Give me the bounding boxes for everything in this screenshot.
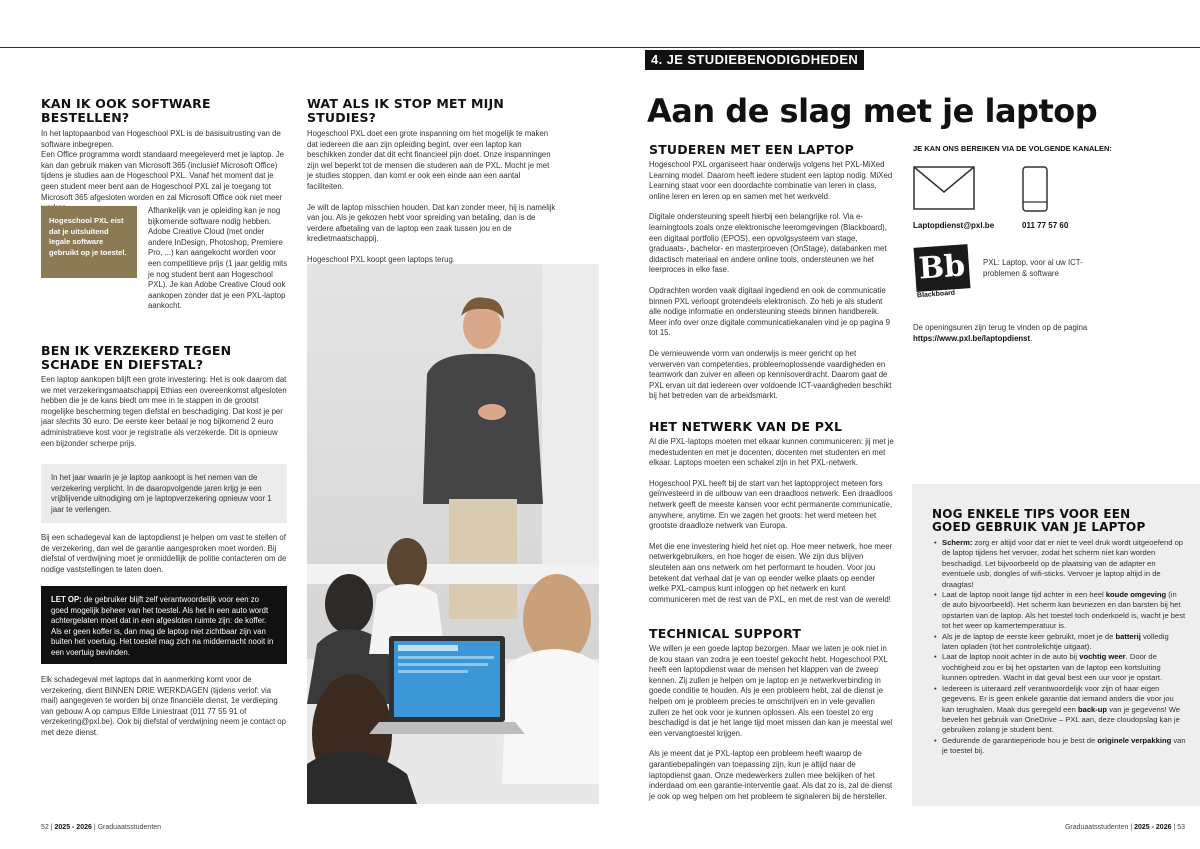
insurance-p1: Een laptop aankopen blijft een grote investering. Het is ook daarom dat we met verzekeringsmaatschappij Ethias een overeenkomst afgesloten hebben die je de kans biedt om mee in te stappen in de grootst mogelijke bescherming tegen diefstal en beschadiging. Dat kost je per jaar slechts 30 euro. De eerste keer betaal je nog bijkomend 2 euro administratieve kost voor je registratie als verzekerde. Dit is opnieuw een bijzonder scherpe prijs. xyxy=(41,375,287,448)
tip-emphasis: batterij xyxy=(1115,631,1141,641)
studying-p2: Digitale ondersteuning speelt hierbij een belangrijke rol. Via e-learningtools zoals onze elektronische leeromgevingen (Blackboard), een digitaal portfolio (EPOS), een opvolgsysteem van stage, graduaats-, bachelor- en masterproeven (OnStage), databanken met didactisch materiaal en andere online tools, ondersteunen we het leerproces in elke fase. xyxy=(649,212,887,275)
tip-text: volledig laten opladen (tot het controlelichtje uitgaat). xyxy=(942,631,1169,652)
tip-text: van je gegevens! We bevelen het gebruik van OneDrive – PXL aan, deze cloudopslag kan je gebruiken zolang je student bent. xyxy=(942,704,1180,735)
tip-text: (in de auto bijvoorbeeld). Het scherm kan bevriezen en dan barsten bij het opstarten van de laptop. Als het toestel toch onderkoeld is, wacht je best tot het weer op kamertemperatuur is. xyxy=(942,590,1186,631)
tip-emphasis: back-up xyxy=(1077,704,1108,714)
stop-p2: Je wilt de laptop misschien houden. Dat kan zonder meer, hij is namelijk van jou. Als je gekozen hebt voor spreiding van betaling, dan is de verdere afbetaling van de laptop een zaak tussen jou en de kredietmaatschappij. xyxy=(307,202,556,244)
tips-heading: NOG ENKELE TIPS VOOR EEN GOED GEBRUIK VAN JE LAPTOP xyxy=(932,507,1146,534)
url-suffix: . xyxy=(1030,333,1033,343)
network-p3: Met die ene investering hield het niet op. Hoe meer netwerk, hoe meer netwerkgebruikers, en hoe hoger de eisen. We zijn dus blijven sleutelen aan ons netwerk om het performant te houden. Voor jou betekent dat verhaal dat je van op eender welke plaats op eender welke PXL-campus kunt inloggen op het netwerk en kunt communiceren met de rest van de PXL, en met de rest van de wereld! xyxy=(649,541,893,604)
tip-item xyxy=(934,684,1186,736)
support-p2: Als je meent dat je PXL-laptop een probleem heeft waarop de garantiebepalingen van toepassing zijn, kun je altijd naar de laptopdienst gaan. Onze medewerkers zullen mee bekijken of het inderdaad om een garantie-interventie gaat. Als dat zo is, zal de dienst je ook op weg helpen om het probleem te signaleren bij de hersteller. xyxy=(649,749,893,801)
stop-p1: Hogeschool PXL doet een grote inspanning om het mogelijk te maken dat iedereen die aan zijn opleiding begint, over een laptop kan beschikken zonder dat dit echt financieel pijn doet. Onze inspanningen zijn wel beperkt tot de mensen die studeren aan de PXL. Mocht je met je studies stoppen, dan komt er ook een einde aan een aantal faciliteiten. xyxy=(307,129,551,191)
opening-hours-text: De openingsuren zijn terug te vinden op de pagina xyxy=(913,323,1088,332)
mail-icon xyxy=(913,166,975,210)
blackboard-logo-mark: Bb xyxy=(914,244,971,292)
tip-emphasis: Scherm: xyxy=(942,538,973,547)
blackboard-desc: PXL: Laptop, voor al uw ICT-problemen & software xyxy=(983,258,1083,278)
page-title: Aan de slag met je laptop xyxy=(647,92,1098,130)
stop-studies-section xyxy=(307,97,557,276)
tip-text: . Door de vochtigheid zou er bij het opstarten van de laptop een kortsluiting kunnen optreden. Wacht in dat geval best een uur voor je opstart. xyxy=(942,652,1163,683)
stop-p3: Hogeschool PXL koopt geen laptops terug. xyxy=(307,254,455,264)
legal-software-callout: Hogeschool PXL eist dat je uitsluitend legale software gebruikt op je toestel. xyxy=(41,206,137,278)
footer-right: Graduaatsstudenten | 2025 - 2026 | 53 xyxy=(1064,824,1185,831)
warning-label: LET OP: xyxy=(51,595,82,604)
tip-text: Laat de laptop nooit lange tijd achter in een heel xyxy=(942,590,1106,600)
contact-phone[interactable]: 011 77 57 60 xyxy=(1022,221,1069,230)
section-tag: 4. JE STUDIEBENODIGDHEDEN xyxy=(645,50,864,70)
studying-p4: De vernieuwende vorm van onderwijs is meer gericht op het verwerven van competenties, probleemoplossende vaardigheden en teamwork dan zuiver en alleen op kennisoverdracht. Daarom gaat de PXL ervan uit dat iedereen over voldoende ICT-vaardigheden beschikt bij het betreden van de arbeidsmarkt. xyxy=(649,348,892,401)
tip-emphasis: originele verpakking xyxy=(1097,735,1172,745)
software-p3: Afhankelijk van je opleiding kan je nog bijkomende software nodig hebben. Adobe Creative Cloud (met onder andere InDesign, Photoshop, Premiere Pro, ...) kan aangekocht worden voor een competitieve prijs (1 jaar geldig mits je nog student bent aan Hogeschool PXL). Je kan Adobe Creative Cloud ook aankopen zonder dat je een PXL-laptop aankocht. xyxy=(148,206,288,311)
tip-text: Als je de laptop de eerste keer gebruikt, moet je de xyxy=(942,631,1116,641)
classroom-photo xyxy=(307,264,599,804)
tips-list xyxy=(934,538,1186,757)
tip-emphasis: vochtig weer xyxy=(1079,652,1126,662)
footer-right-year: 2025 - 2026 xyxy=(1134,824,1172,831)
support-p1: We willen je een goede laptop bezorgen. Maar we laten je ook niet in de kou staan van zodra je een toestel gekocht hebt. Hogeschool PXL heeft een laptopdienst waar de mensen het klappen van de zweep kennen. Zij zullen je helpen om je laptop en je netwerkverbinding in goede conditie te houden. Als je een probleem hebt, zal de dienst je helpen om je probleem precies te omschrijven en in vele gevallen zullen ze het ook voor je kunnen oplossen. Als een toestel zo erg beschadigd is dat je het lange tijd moet missen dan kan je meestal wel een vervangtoestel krijgen. xyxy=(649,644,893,738)
tip-text: zorg er altijd voor dat er niet te veel druk wordt uitgeoefend op de laptop tijdens het vervoer, zodat het scherm niet kan worden beschadigd. Let bijvoorbeeld op de plaatsing van de adapter en eventuele usb, dongles of wifi-sticks. Vervoer je laptop altijd in de draagtas! xyxy=(942,538,1184,589)
tips-box xyxy=(912,484,1200,806)
software-heading: KAN IK OOK SOFTWARE BESTELLEN? xyxy=(41,96,211,125)
insurance-mandatory-note: In het jaar waarin je je laptop aankoopt is het nemen van de verzekering verplicht. In de daaropvolgende jaren krijg je een vrijblijvende uitnodiging om je laptopverzekering opnieuw voor 1 jaar te verlengen. xyxy=(41,464,287,523)
insurance-heading: BEN IK VERZEKERD TEGEN SCHADE EN DIEFSTAL? xyxy=(41,343,232,372)
studying-heading: STUDEREN MET EEN LAPTOP xyxy=(649,142,855,157)
footer-left: 52 | 2025 - 2026 | Graduaatsstudenten xyxy=(41,824,162,831)
software-section xyxy=(41,97,289,214)
software-p1: In het laptopaanbod van Hogeschool PXL is de basisuitrusting van de software inbegrepen. xyxy=(41,129,281,149)
tip-item xyxy=(934,652,1186,683)
tip-item xyxy=(934,736,1186,757)
insurance-section xyxy=(41,344,289,449)
warning-text: de gebruiker blijft zelf verantwoordelijk voor een zo goed mogelijk beheer van het toestel. Als het in een auto wordt achtergelaten moet dat in een afgesloten ruimte zijn: de koffer. Als er geen koffer is, dan mag de laptop niet zichtbaar zijn van buiten het voertuig. Het toestel mag zich na middernacht nooit in een voertuig bevinden. xyxy=(51,595,274,657)
network-heading: HET NETWERK VAN DE PXL xyxy=(649,419,843,434)
studying-p1: Hogeschool PXL organiseert haar onderwijs volgens het PXL-MiXed Learning model. Daarom heeft iedere student een laptop nodig. MiXed Learning staat voor een doordachte combinatie van leren in class, online leren en leren op en samen met het werkveld. xyxy=(649,160,893,201)
insurance-p2: Bij een schadegeval kan de laptopdienst je helpen om vast te stellen of de verzekering, dan wel de garantie aangesproken moet worden. Bij diefstal of verdwijning moet je onmiddellijk de politie contacteren om de nodige vaststellingen te laten doen. xyxy=(41,533,287,574)
tip-item xyxy=(934,590,1186,632)
tip-text: Iedereen is uiteraard zelf verantwoordelijk voor zijn of haar eigen gegevens. Er is geen enkele garantie dat iemand anders die voor jou kan terughalen. Maak dus geregeld een xyxy=(942,683,1174,714)
footer-left-year: 2025 - 2026 xyxy=(54,824,92,831)
laptopdienst-link[interactable]: https://www.pxl.be/laptopdienst xyxy=(913,333,1031,343)
studying-section xyxy=(649,143,894,412)
stop-heading: WAT ALS IK STOP MET MIJN STUDIES? xyxy=(307,96,505,125)
support-heading: TECHNICAL SUPPORT xyxy=(649,626,802,641)
blackboard-logo-name: Blackboard xyxy=(916,289,956,300)
footer-right-name: Graduaatsstudenten xyxy=(1064,824,1129,831)
footer-left-page: 52 xyxy=(41,824,49,831)
network-section xyxy=(649,420,894,615)
insurance-p3: Elk schadegeval met laptops dat in aanmerking komt voor de verzekering, dient BINNEN DRIE WERKDAGEN (tijdens verlof: via mail) aangegeven te worden bij onze financiële dienst, 1e verdieping van gebouw A op campus Elfde Liniestraat (011 77 55 91 of verzekering@pxl.be). Ook bij diefstal of verdwijning neem je contact op met deze dienst. xyxy=(41,675,286,737)
software-p2: Een Office programma wordt standaard meegeleverd met je laptop. Je kan dan gebruik maken van Microsoft 365 (inclusief Microsoft Office) tijdens je studies aan de Hogeschool PXL. Vanaf het moment dat je geen student meer bent aan de Hogeschool PXL zal je toegang tot Microsoft 365 afgesloten worden en zal Microsoft Office ook niet meer xyxy=(41,150,284,202)
network-p1: Al die PXL-laptops moeten met elkaar kunnen communiceren: jij met je medestudenten en met je docenten, docenten met studenten en met elkaar. Laptops moeten een schakel zijn in het PXL-netwerk. xyxy=(649,437,894,468)
tip-text: Laat de laptop nooit achter in de auto bij xyxy=(942,652,1080,662)
tip-text: van je toestel bij. xyxy=(942,735,1186,756)
phone-icon xyxy=(1022,166,1048,212)
network-p2: Hogeschool PXL heeft bij de start van het laptopproject meteen fors geïnvesteerd in de uitbouw van een draadloos netwerk. Een draadloos netwerk geeft de meeste kansen voor echt permanente communicatie, anywhere, anytime. En we zagen het groots: het werd meteen het grootste draadloze netwerk van Europa. xyxy=(649,478,893,531)
footer-left-name: Graduaatsstudenten xyxy=(97,824,162,831)
tip-item xyxy=(934,632,1186,653)
tip-text: Gedurende de garantieperiode hou je best de xyxy=(942,735,1098,745)
contact-email[interactable]: Laptopdienst@pxl.be xyxy=(913,221,995,230)
footer-right-page: 53 xyxy=(1177,824,1185,831)
blackboard-logo xyxy=(913,246,971,302)
studying-p3: Opdrachten worden vaak digitaal ingediend en ook de communicatie binnen PXL verloopt grotendeels elektronisch. Zo heb je als student alle nodige informatie en ondersteuning steeds binnen handbereik. Meer info over onze digitale communicatiekanalen vind je op pagina 9 tot 15. xyxy=(649,285,890,338)
top-rule xyxy=(0,47,1200,48)
opening-hours xyxy=(913,323,1183,344)
tip-emphasis: koude omgeving xyxy=(1105,590,1167,600)
tip-item xyxy=(934,538,1186,590)
support-section xyxy=(649,627,894,812)
warning-box xyxy=(41,586,287,664)
contact-heading: JE KAN ONS BEREIKEN VIA DE VOLGENDE KANALEN: xyxy=(913,144,1112,153)
